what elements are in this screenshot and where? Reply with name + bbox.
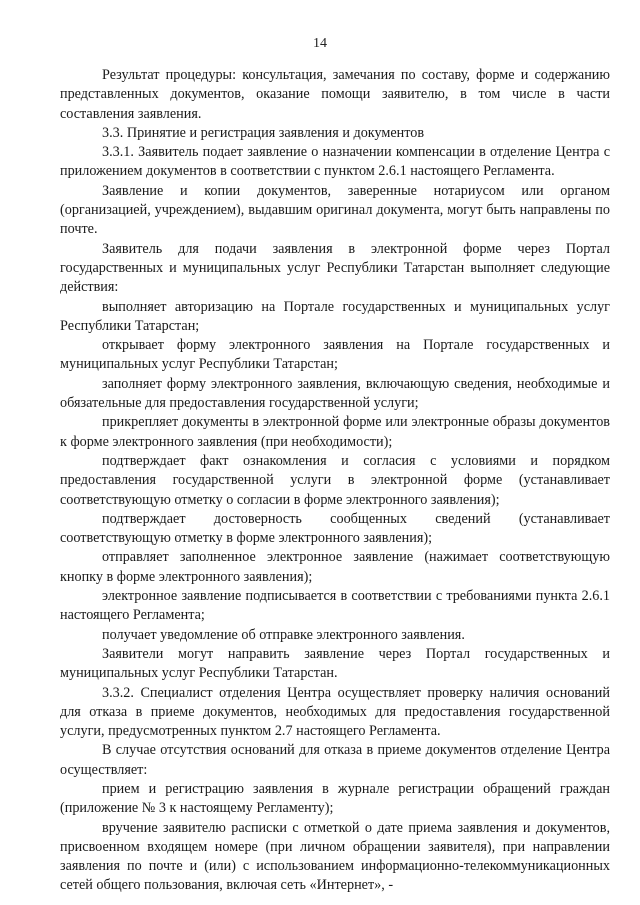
paragraph-electronic-submission: Заявитель для подачи заявления в электронной форме через Портал государственных и муниципальных услуг Республики Татарстан выполняет следующие действия:	[60, 240, 610, 296]
list-item-open-form: открывает форму электронного заявления на Портале государственных и муниципальных услуг Республики Татарстан;	[60, 337, 610, 373]
list-item-send-application: отправляет заполненное электронное заявление (нажимает соответствующую кнопку в форме электронного заявления);	[60, 549, 610, 585]
list-item-notification: получает уведомление об отправке электронного заявления.	[102, 626, 465, 643]
paragraph-3-3-1: 3.3.1. Заявитель подает заявление о назначении компенсации в отделение Центра с приложением документов в соответствии с пунктом 2.6.1 настоящего Регламента.	[60, 144, 610, 180]
document-body	[60, 66, 610, 896]
page-number: 14	[313, 36, 327, 51]
list-item-authorization: выполняет авторизацию на Портале государственных и муниципальных услуг Республики Татарстан;	[60, 298, 610, 334]
paragraph-copies: Заявление и копии документов, заверенные нотариусом или органом (организацией, учреждением), выдавшим оригинал документа, могут быть направлены по почте.	[60, 182, 610, 238]
paragraph-result: Результат процедуры: консультация, замечания по составу, форме и содержанию представленных документов, оказание помощи заявителю, в том числе в части составления заявления.	[60, 67, 610, 122]
list-item-signature: электронное заявление подписывается в соответствии с требованиями пункта 2.6.1 настоящего Регламента;	[60, 588, 610, 624]
paragraph-portal-submission: Заявители могут направить заявление через Портал государственных и муниципальных услуг Республики Татарстан.	[60, 645, 610, 682]
list-item-confirm-consent: подтверждает факт ознакомления и согласия с условиями и порядком предоставления государственной услуги в электронной форме (устанавливает соответствующую отметку о согласии в форме электронного заявления);	[60, 452, 610, 508]
list-item-fill-form: заполняет форму электронного заявления, включающую сведения, необходимые и обязательные для предоставления государственной услуги;	[60, 375, 610, 412]
list-item-confirm-accuracy: подтверждает достоверность сообщенных сведений (устанавливает соответствующую отметку в форме электронного заявления);	[60, 510, 610, 547]
list-item-attach-documents: прикрепляет документы в электронной форме или электронные образы документов к форме электронного заявления (при необходимости);	[60, 414, 610, 450]
list-item-registration: прием и регистрацию заявления в журнале регистрации обращений граждан (приложение № 3 к настоящему Регламенту);	[60, 780, 610, 817]
paragraph-3-3-2: 3.3.2. Специалист отделения Центра осуществляет проверку наличия оснований для отказа в приеме документов, необходимых для предоставления государственной услуги, предусмотренных пунктом 2.7 настоящего Регламента.	[60, 684, 610, 740]
list-item-receipt: вручение заявителю расписки с отметкой о дате приема заявления и документов, присвоенном входящем номере (при личном обращении заявителя), при направлении заявления по почте и (или) с использованием информационно-телекоммуникационных сетей общего пользования, включая сеть «Интернет», -	[60, 819, 610, 894]
paragraph-no-grounds: В случае отсутствия оснований для отказа в приеме документов отделение Центра осуществляет:	[60, 742, 610, 778]
section-heading-3-3: 3.3. Принятие и регистрация заявления и документов	[102, 124, 425, 141]
